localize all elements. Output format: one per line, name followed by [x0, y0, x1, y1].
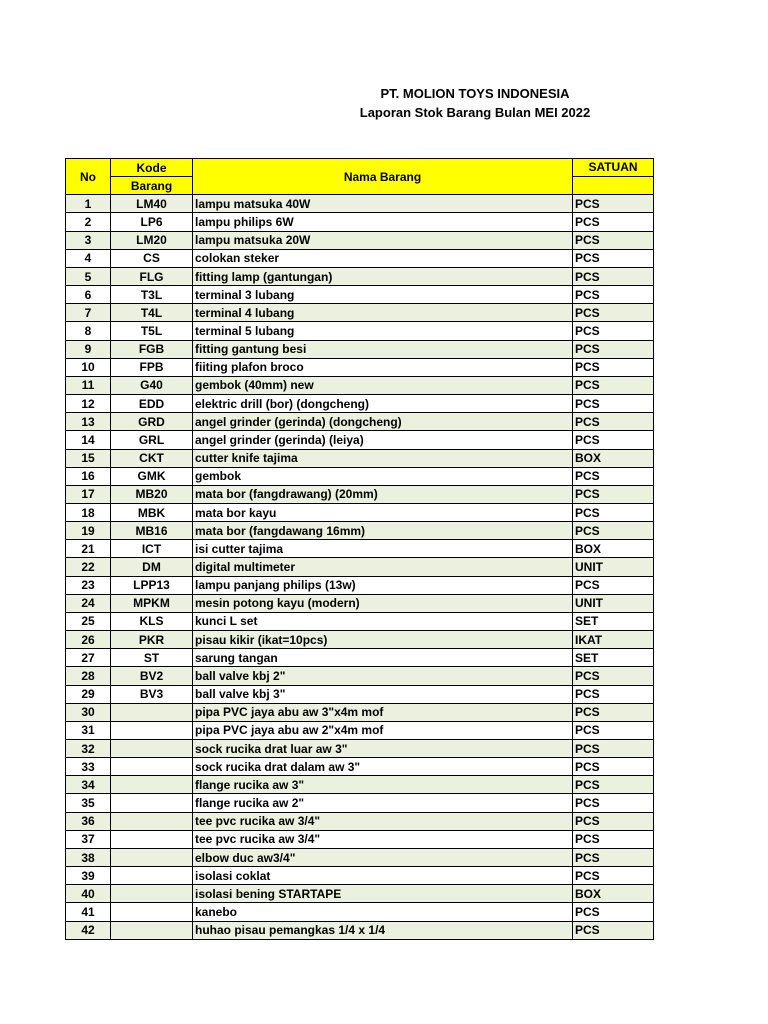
satuan-cell: PCS [573, 467, 654, 485]
kode-cell: CS [111, 249, 193, 267]
kode-cell: ST [111, 649, 193, 667]
table-row [66, 231, 654, 249]
table-row [66, 286, 654, 304]
satuan-cell: PCS [573, 685, 654, 703]
satuan-cell: PCS [573, 304, 654, 322]
no-cell: 27 [66, 649, 111, 667]
table-row [66, 721, 654, 739]
nama-barang-cell: pipa PVC jaya abu aw 2"x4m mof [193, 721, 573, 739]
no-cell: 42 [66, 921, 111, 939]
table-row [66, 304, 654, 322]
satuan-cell: PCS [573, 358, 654, 376]
nama-barang-cell: kanebo [193, 903, 573, 921]
stock-table [65, 158, 654, 940]
satuan-cell: PCS [573, 903, 654, 921]
satuan-cell: PCS [573, 867, 654, 885]
table-row [66, 340, 654, 358]
kode-cell: ICT [111, 540, 193, 558]
satuan-cell: UNIT [573, 594, 654, 612]
nama-barang-cell: lampu matsuka 20W [193, 231, 573, 249]
satuan-cell: PCS [573, 322, 654, 340]
kode-cell: T4L [111, 304, 193, 322]
kode-cell [111, 740, 193, 758]
table-row [66, 576, 654, 594]
table-row [66, 322, 654, 340]
no-cell: 7 [66, 304, 111, 322]
kode-cell: MB20 [111, 485, 193, 503]
table-row [66, 358, 654, 376]
satuan-cell: PCS [573, 522, 654, 540]
kode-cell: G40 [111, 376, 193, 394]
nama-barang-cell: ball valve kbj 2" [193, 667, 573, 685]
no-cell: 24 [66, 594, 111, 612]
kode-cell: LM40 [111, 195, 193, 213]
kode-cell: BV3 [111, 685, 193, 703]
kode-cell [111, 885, 193, 903]
satuan-cell: PCS [573, 503, 654, 521]
nama-barang-cell: cutter knife tajima [193, 449, 573, 467]
nama-barang-cell: flange rucika aw 2" [193, 794, 573, 812]
kode-cell: MPKM [111, 594, 193, 612]
kode-cell [111, 703, 193, 721]
nama-barang-cell: gembok [193, 467, 573, 485]
no-cell: 1 [66, 195, 111, 213]
kode-cell [111, 758, 193, 776]
kode-cell: T3L [111, 286, 193, 304]
no-cell: 31 [66, 721, 111, 739]
kode-cell: GRL [111, 431, 193, 449]
table-row [66, 885, 654, 903]
no-cell: 28 [66, 667, 111, 685]
satuan-cell: PCS [573, 376, 654, 394]
kode-cell: FGB [111, 340, 193, 358]
satuan-cell: PCS [573, 740, 654, 758]
table-row [66, 395, 654, 413]
nama-barang-cell: lampu philips 6W [193, 213, 573, 231]
kode-cell [111, 721, 193, 739]
satuan-cell: PCS [573, 703, 654, 721]
table-row [66, 612, 654, 630]
table-row [66, 830, 654, 848]
nama-barang-cell: lampu matsuka 40W [193, 195, 573, 213]
no-cell: 15 [66, 449, 111, 467]
no-cell: 30 [66, 703, 111, 721]
kode-cell: FPB [111, 358, 193, 376]
kode-cell [111, 830, 193, 848]
nama-barang-cell: pisau kikir (ikat=10pcs) [193, 631, 573, 649]
nama-barang-cell: tee pvc rucika aw 3/4" [193, 812, 573, 830]
kode-cell [111, 903, 193, 921]
table-header [66, 159, 654, 195]
satuan-cell: BOX [573, 885, 654, 903]
table-row [66, 249, 654, 267]
satuan-cell: PCS [573, 286, 654, 304]
nama-barang-cell: mesin potong kayu (modern) [193, 594, 573, 612]
no-cell: 9 [66, 340, 111, 358]
satuan-cell: PCS [573, 830, 654, 848]
satuan-cell: PCS [573, 848, 654, 866]
column-header-satuan-blank [573, 177, 654, 195]
no-cell: 11 [66, 376, 111, 394]
satuan-cell: PCS [573, 431, 654, 449]
no-cell: 26 [66, 631, 111, 649]
nama-barang-cell: colokan steker [193, 249, 573, 267]
table-row [66, 522, 654, 540]
no-cell: 13 [66, 413, 111, 431]
kode-cell: FLG [111, 267, 193, 285]
kode-cell: T5L [111, 322, 193, 340]
nama-barang-cell: mata bor (fangdrawang) (20mm) [193, 485, 573, 503]
table-row [66, 594, 654, 612]
table-row [66, 213, 654, 231]
no-cell: 25 [66, 612, 111, 630]
table-row [66, 267, 654, 285]
table-row [66, 703, 654, 721]
kode-cell [111, 812, 193, 830]
kode-cell: PKR [111, 631, 193, 649]
no-cell: 35 [66, 794, 111, 812]
kode-cell: MBK [111, 503, 193, 521]
column-header-satuan: SATUAN [573, 159, 654, 177]
nama-barang-cell: terminal 5 lubang [193, 322, 573, 340]
nama-barang-cell: angel grinder (gerinda) (leiya) [193, 431, 573, 449]
satuan-cell: PCS [573, 195, 654, 213]
nama-barang-cell: elbow duc aw3/4" [193, 848, 573, 866]
table-row [66, 667, 654, 685]
satuan-cell: BOX [573, 449, 654, 467]
no-cell: 21 [66, 540, 111, 558]
no-cell: 40 [66, 885, 111, 903]
no-cell: 23 [66, 576, 111, 594]
satuan-cell: BOX [573, 540, 654, 558]
kode-cell: MB16 [111, 522, 193, 540]
satuan-cell: PCS [573, 794, 654, 812]
satuan-cell: SET [573, 612, 654, 630]
table-row [66, 921, 654, 939]
nama-barang-cell: gembok (40mm) new [193, 376, 573, 394]
satuan-cell: PCS [573, 267, 654, 285]
satuan-cell: PCS [573, 758, 654, 776]
no-cell: 38 [66, 848, 111, 866]
satuan-cell: PCS [573, 576, 654, 594]
satuan-cell: PCS [573, 340, 654, 358]
nama-barang-cell: ball valve kbj 3" [193, 685, 573, 703]
satuan-cell: PCS [573, 413, 654, 431]
table-row [66, 848, 654, 866]
kode-cell [111, 867, 193, 885]
no-cell: 33 [66, 758, 111, 776]
nama-barang-cell: digital multimeter [193, 558, 573, 576]
satuan-cell: IKAT [573, 631, 654, 649]
nama-barang-cell: huhao pisau pemangkas 1/4 x 1/4 [193, 921, 573, 939]
table-row [66, 485, 654, 503]
no-cell: 16 [66, 467, 111, 485]
kode-cell: BV2 [111, 667, 193, 685]
nama-barang-cell: flange rucika aw 3" [193, 776, 573, 794]
no-cell: 12 [66, 395, 111, 413]
column-header-no: No [66, 159, 111, 195]
satuan-cell: SET [573, 649, 654, 667]
nama-barang-cell: isolasi coklat [193, 867, 573, 885]
table-row [66, 758, 654, 776]
nama-barang-cell: terminal 3 lubang [193, 286, 573, 304]
kode-cell [111, 848, 193, 866]
kode-cell: LP6 [111, 213, 193, 231]
no-cell: 17 [66, 485, 111, 503]
kode-cell: LPP13 [111, 576, 193, 594]
table-row [66, 631, 654, 649]
no-cell: 34 [66, 776, 111, 794]
satuan-cell: PCS [573, 231, 654, 249]
no-cell: 29 [66, 685, 111, 703]
nama-barang-cell: isi cutter tajima [193, 540, 573, 558]
nama-barang-cell: isolasi bening STARTAPE [193, 885, 573, 903]
kode-cell: EDD [111, 395, 193, 413]
table-row [66, 903, 654, 921]
table-body [66, 195, 654, 939]
satuan-cell: PCS [573, 812, 654, 830]
satuan-cell: PCS [573, 249, 654, 267]
table-row [66, 449, 654, 467]
nama-barang-cell: terminal 4 lubang [193, 304, 573, 322]
no-cell: 6 [66, 286, 111, 304]
nama-barang-cell: kunci L set [193, 612, 573, 630]
table-row [66, 685, 654, 703]
table-row [66, 467, 654, 485]
table-row [66, 649, 654, 667]
no-cell: 3 [66, 231, 111, 249]
no-cell: 10 [66, 358, 111, 376]
satuan-cell: PCS [573, 921, 654, 939]
table-row [66, 812, 654, 830]
kode-cell: KLS [111, 612, 193, 630]
satuan-cell: PCS [573, 213, 654, 231]
column-header-kode: Kode [111, 159, 193, 177]
table-row [66, 431, 654, 449]
table-row [66, 794, 654, 812]
kode-cell: GRD [111, 413, 193, 431]
nama-barang-cell: pipa PVC jaya abu aw 3"x4m mof [193, 703, 573, 721]
no-cell: 22 [66, 558, 111, 576]
satuan-cell: UNIT [573, 558, 654, 576]
table-row [66, 558, 654, 576]
satuan-cell: PCS [573, 485, 654, 503]
no-cell: 8 [66, 322, 111, 340]
nama-barang-cell: elektric drill (bor) (dongcheng) [193, 395, 573, 413]
no-cell: 32 [66, 740, 111, 758]
nama-barang-cell: lampu panjang philips (13w) [193, 576, 573, 594]
nama-barang-cell: mata bor (fangdawang 16mm) [193, 522, 573, 540]
kode-cell [111, 794, 193, 812]
kode-cell [111, 921, 193, 939]
satuan-cell: PCS [573, 776, 654, 794]
satuan-cell: PCS [573, 667, 654, 685]
nama-barang-cell: tee pvc rucika aw 3/4" [193, 830, 573, 848]
kode-cell: LM20 [111, 231, 193, 249]
no-cell: 39 [66, 867, 111, 885]
company-name: PT. MOLION TOYS INDONESIA [380, 86, 570, 101]
table-row [66, 503, 654, 521]
table-row [66, 867, 654, 885]
table-row [66, 740, 654, 758]
no-cell: 41 [66, 903, 111, 921]
nama-barang-cell: fitting lamp (gantungan) [193, 267, 573, 285]
table-row [66, 413, 654, 431]
no-cell: 14 [66, 431, 111, 449]
kode-cell: GMK [111, 467, 193, 485]
kode-cell: DM [111, 558, 193, 576]
satuan-cell: PCS [573, 721, 654, 739]
satuan-cell: PCS [573, 395, 654, 413]
nama-barang-cell: mata bor kayu [193, 503, 573, 521]
column-header-barang: Barang [111, 177, 193, 195]
no-cell: 4 [66, 249, 111, 267]
table-row [66, 376, 654, 394]
no-cell: 5 [66, 267, 111, 285]
nama-barang-cell: fiiting plafon broco [193, 358, 573, 376]
no-cell: 18 [66, 503, 111, 521]
kode-cell: CKT [111, 449, 193, 467]
nama-barang-cell: sock rucika drat dalam aw 3" [193, 758, 573, 776]
nama-barang-cell: angel grinder (gerinda) (dongcheng) [193, 413, 573, 431]
table-row [66, 776, 654, 794]
no-cell: 2 [66, 213, 111, 231]
table-row [66, 195, 654, 213]
kode-cell [111, 776, 193, 794]
table-row [66, 540, 654, 558]
no-cell: 36 [66, 812, 111, 830]
nama-barang-cell: sarung tangan [193, 649, 573, 667]
no-cell: 19 [66, 522, 111, 540]
nama-barang-cell: fitting gantung besi [193, 340, 573, 358]
no-cell: 37 [66, 830, 111, 848]
report-title: Laporan Stok Barang Bulan MEI 2022 [359, 105, 591, 120]
nama-barang-cell: sock rucika drat luar aw 3" [193, 740, 573, 758]
column-header-nama-barang: Nama Barang [193, 159, 573, 195]
